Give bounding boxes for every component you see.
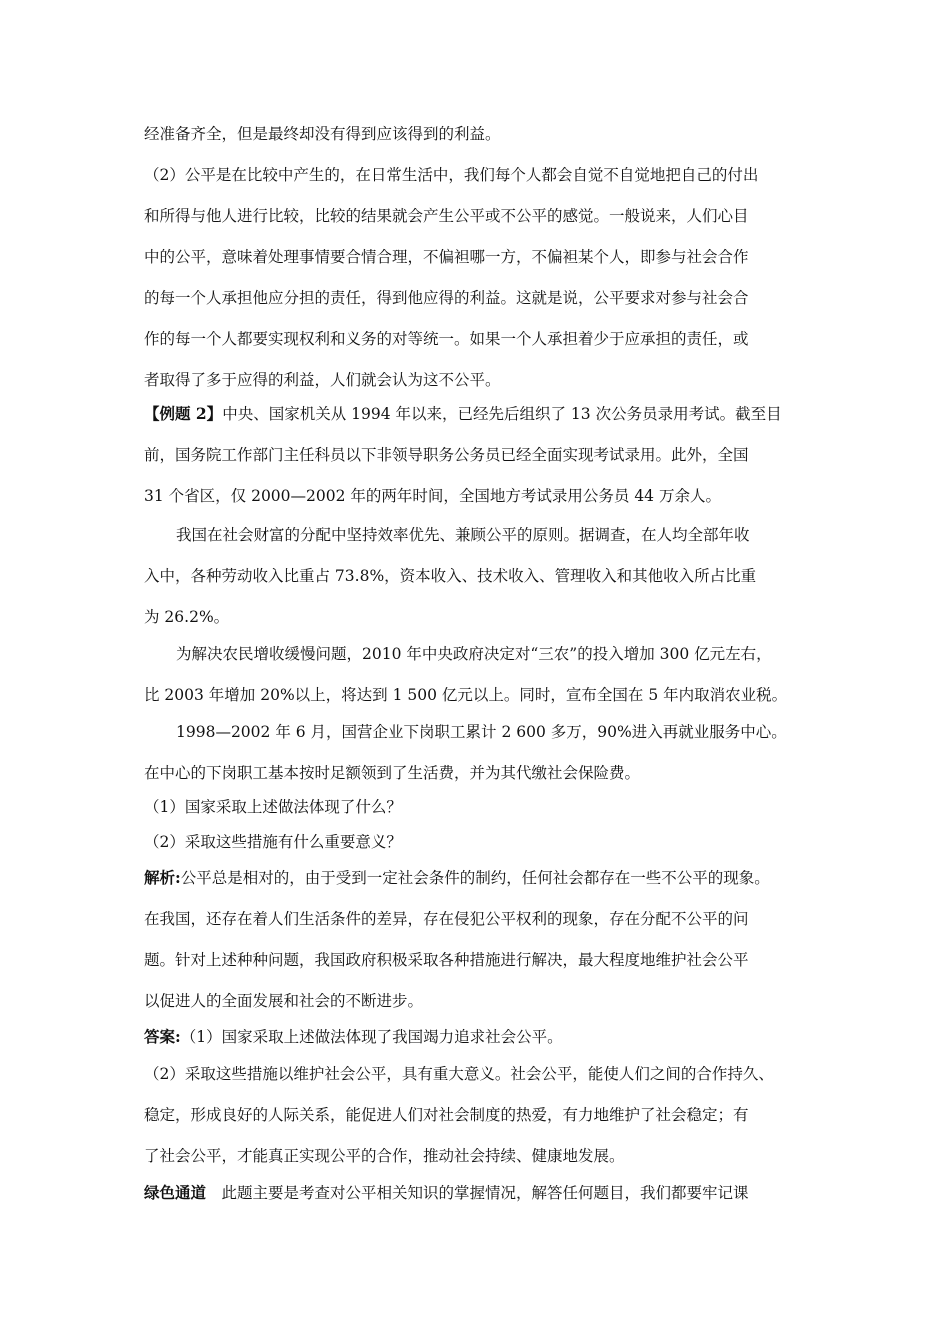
- line-text: 题。针对上述种种问题，我国政府积极采取各种措施进行解决，最大程度地维护社会公平: [144, 951, 749, 969]
- line-text: 前，国务院工作部门主任科员以下非领导职务公务员已经全面实现考试录用。此外，全国: [144, 446, 749, 464]
- line-text: 入中，各种劳动收入比重占 73.8%，资本收入、技术收入、管理收入和其他收入所占比重: [144, 567, 757, 585]
- line-text: 的每一个人承担他应分担的责任，得到他应得的利益。这就是说，公平要求对参与社会合: [144, 289, 749, 307]
- line-text: 者取得了多于应得的利益，人们就会认为这不公平。: [144, 371, 501, 389]
- text-line: [144, 1064, 824, 1084]
- line-text: （2）公平是在比较中产生的，在日常生活中，我们每个人都会自觉不自觉地把自己的付出: [144, 166, 759, 184]
- text-line: [144, 206, 824, 226]
- text-line: [144, 288, 824, 308]
- answer-label: 答案:: [144, 1027, 181, 1046]
- text-line: [144, 607, 824, 627]
- line-text: 1998—2002 年 6 月，国营企业下岗职工累计 2 600 多万，90%进入再就业服务中心。: [176, 723, 787, 741]
- text-line: [144, 329, 824, 349]
- line-text: 为解决农民增收缓慢问题，2010 年中央政府决定对“三农”的投入增加 300 亿元左右，: [176, 645, 772, 663]
- line-text: （2）采取这些措施有什么重要意义？: [144, 833, 402, 851]
- line-text: （1）国家采取上述做法体现了什么？: [144, 798, 402, 816]
- line-text: 以促进人的全面发展和社会的不断进步。: [144, 992, 424, 1010]
- paragraph-first-line: [176, 644, 824, 664]
- question-2: [144, 832, 824, 852]
- text-line: [144, 1105, 824, 1125]
- line-text: 经准备齐全，但是最终却没有得到应该得到的利益。: [144, 125, 501, 143]
- question-1: [144, 797, 824, 817]
- line-text: （2）采取这些措施以维护社会公平，具有重大意义。社会公平，能使人们之间的合作持久、: [144, 1065, 774, 1083]
- text-line: [144, 445, 824, 465]
- analysis-label: 解析:: [144, 868, 181, 887]
- text-line: [144, 950, 824, 970]
- text-line: [144, 763, 824, 783]
- line-text: 31 个省区，仅 2000—2002 年的两年时间，全国地方考试录用公务员 44 万余人。: [144, 487, 721, 505]
- text-line: [144, 124, 824, 144]
- paragraph-first-line: [176, 722, 824, 742]
- line-text: 作的每一个人都要实现权利和义务的对等统一。如果一个人承担着少于应承担的责任，或: [144, 330, 749, 348]
- text-line: [144, 685, 824, 705]
- line-text: 在中心的下岗职工基本按时足额领到了生活费，并为其代缴社会保险费。: [144, 764, 641, 782]
- example-heading-line: [144, 404, 824, 424]
- text-line: [144, 566, 824, 586]
- green-channel-label: 绿色通道: [144, 1183, 207, 1202]
- line-text: 和所得与他人进行比较，比较的结果就会产生公平或不公平的感觉。一般说来，人们心目: [144, 207, 749, 225]
- line-text: 我国在社会财富的分配中坚持效率优先、兼顾公平的原则。据调查，在人均全部年收: [176, 526, 750, 544]
- text-line: [144, 909, 824, 929]
- line-text: 公平总是相对的，由于受到一定社会条件的制约，任何社会都存在一些不公平的现象。: [180, 869, 770, 887]
- line-text: 中的公平，意味着处理事情要合情合理，不偏袒哪一方，不偏袒某个人，即参与社会合作: [144, 248, 749, 266]
- text-line: [144, 370, 824, 390]
- text-line: [144, 165, 824, 185]
- text-line: [144, 247, 824, 267]
- line-text: 此题主要是考查对公平相关知识的掌握情况，解答任何题目，我们都要牢记课: [206, 1184, 749, 1202]
- line-text: 为 26.2%。: [144, 608, 230, 626]
- line-text: 稳定，形成良好的人际关系，能促进人们对社会制度的热爱，有力地维护了社会稳定；有: [144, 1106, 749, 1124]
- line-text: 了社会公平，才能真正实现公平的合作，推动社会持续、健康地发展。: [144, 1147, 625, 1165]
- text-line: [144, 1146, 824, 1166]
- green-channel-line: [144, 1183, 824, 1203]
- line-text: （1）国家采取上述做法体现了我国竭力追求社会公平。: [180, 1028, 563, 1046]
- text-line: [144, 486, 824, 506]
- answer-line: [144, 1027, 824, 1047]
- line-text: 比 2003 年增加 20%以上，将达到 1 500 亿元以上。同时，宣布全国在 5 年内取消农业税。: [144, 686, 788, 704]
- line-text: 在我国，还存在着人们生活条件的差异，存在侵犯公平权利的现象，存在分配不公平的问: [144, 910, 749, 928]
- line-text: 中央、国家机关从 1994 年以来，已经先后组织了 13 次公务员录用考试。截至目: [222, 405, 782, 423]
- example-label: 【例题 2】: [144, 404, 223, 423]
- paragraph-first-line: [176, 525, 824, 545]
- analysis-line: [144, 868, 824, 888]
- text-line: [144, 991, 824, 1011]
